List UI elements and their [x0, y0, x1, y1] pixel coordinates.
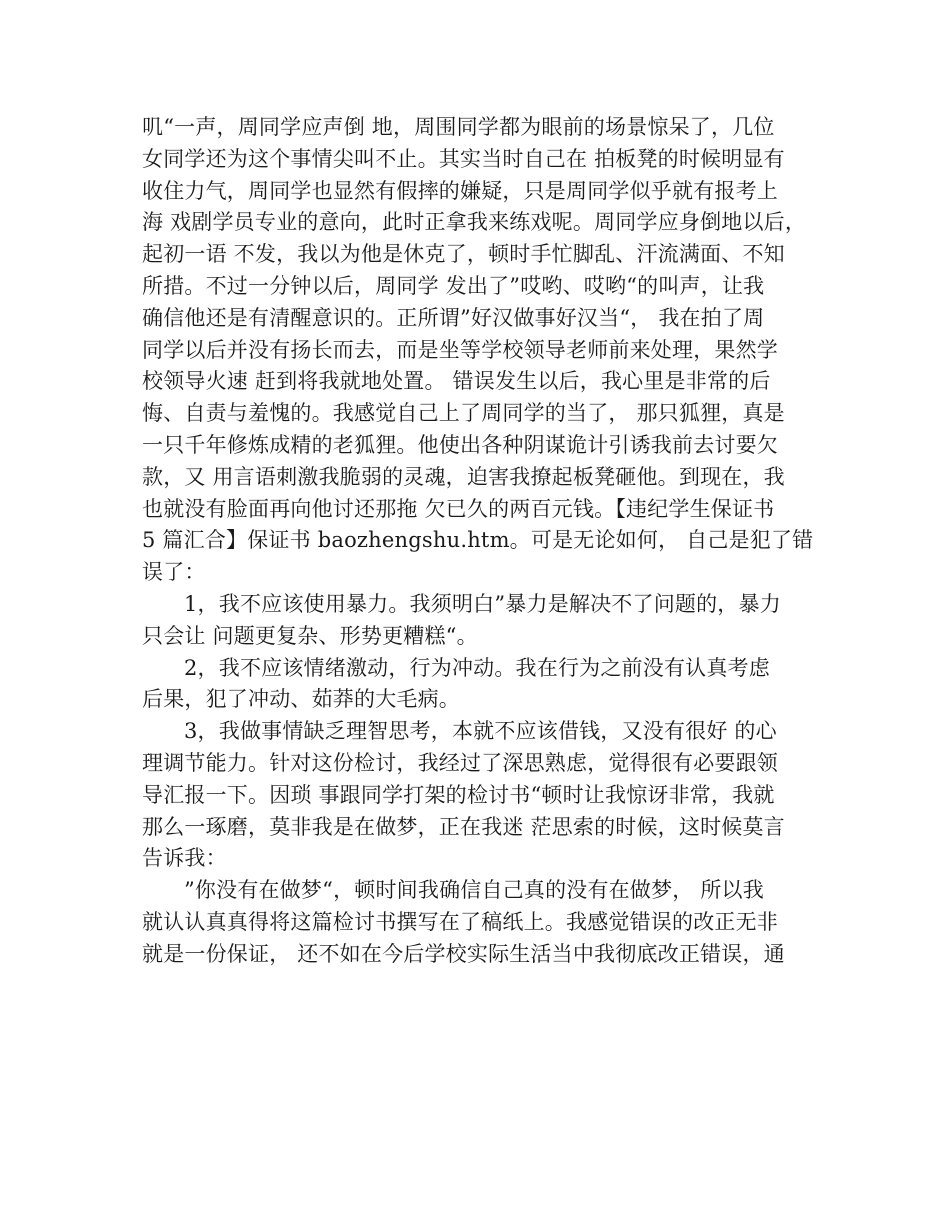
text-line: 只会让 问题更复杂、形势更糟糕“。: [142, 623, 478, 648]
text-line: 导汇报一下。因琐 事跟同学打架的检讨书“顿时让我惊讶非常，我就: [142, 782, 775, 807]
text-line: 海 戏剧学员专业的意向，此时正拿我来练戏呢。周同学应身倒地以后，: [142, 210, 807, 235]
text-line: 告诉我：: [142, 846, 227, 871]
text-line: 那么一琢磨，莫非我是在做梦，正在我迷 茫思索的时候，这时候莫言: [142, 814, 785, 839]
document-body: [142, 112, 812, 971]
text-line: 5 篇汇合】保证书 baozhengshu.htm。可是无论如何， 自己是犯了错: [142, 528, 814, 553]
text-line: 一只千年修炼成精的老狐狸。他使出各种阴谋诡计引诱我前去讨要欠: [142, 432, 778, 457]
text-line: 所措。不过一分钟以后，周同学 发出了”哎哟、哎哟“的叫声，让我: [142, 273, 765, 298]
text-line: 确信他还是有清醒意识的。正所谓”好汉做事好汉当“， 我在拍了周: [142, 305, 765, 330]
text-line: 理调节能力。针对这份检讨，我经过了深思熟虑，觉得很有必要跟领: [142, 750, 778, 775]
paragraph-first-line: 1，我不应该使用暴力。我须明白”暴力是解决不了问题的，暴力: [184, 591, 781, 616]
text-line: 同学以后并没有扬长而去，而是坐等学校领导老师前来处理，果然学: [142, 337, 778, 362]
paragraph-first-line: 2，我不应该情绪激动，行为冲动。我在行为之前没有认真考虑: [184, 655, 770, 680]
paragraph-first-line: ”你没有在做梦“，顿时间我确信自己真的没有在做梦， 所以我: [184, 878, 764, 903]
text-line: 就是一份保证， 还不如在今后学校实际生活当中我彻底改正错误，通: [142, 941, 785, 966]
text-line: 就认认真真得将这篇检讨书撰写在了稿纸上。我感觉错误的改正无非: [142, 909, 778, 934]
text-line: 款，又 用言语刺激我脆弱的灵魂，迫害我撩起板凳砸他。到现在，我: [142, 464, 785, 489]
text-line: 后果，犯了冲动、茹莽的大毛病。: [142, 687, 460, 712]
text-line: 收住力气，周同学也显然有假摔的嫌疑，只是周同学似乎就有报考上: [142, 178, 778, 203]
text-line: 女同学还为这个事情尖叫不止。其实当时自己在 拍板凳的时候明显有: [142, 146, 785, 171]
text-line: 也就没有脸面再向他讨还那拖 欠已久的两百元钱。【违纪学生保证书: [142, 496, 775, 521]
paragraph-first-line: 3，我做事情缺乏理智思考，本就不应该借钱，又没有很好 的心: [184, 719, 777, 744]
text-line: 悔、自责与羞愧的。我感觉自己上了周同学的当了， 那只狐狸，真是: [142, 401, 785, 426]
text-line: 误了：: [142, 560, 206, 585]
text-line: 起初一语 不发，我以为他是休克了，顿时手忙脚乱、汗流满面、不知: [142, 242, 785, 267]
text-line: 校领导火速 赶到将我就地处置。 错误发生以后，我心里是非常的后: [142, 369, 771, 394]
text-line: 叽“一声，周同学应声倒 地，周围同学都为眼前的场景惊呆了，几位: [142, 115, 775, 139]
